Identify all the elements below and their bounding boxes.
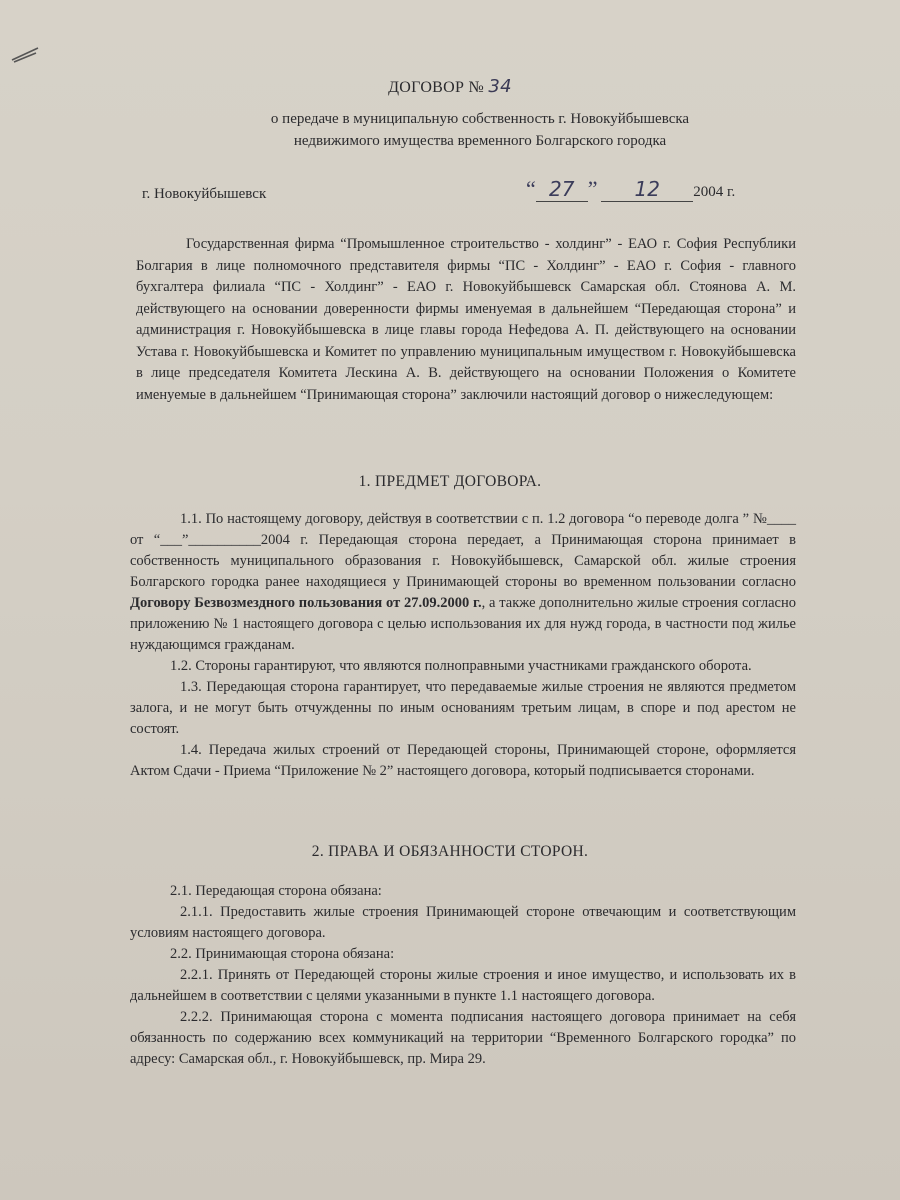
subtitle-line-1: о передаче в муниципальную собственность г. Новокуйбышевска	[270, 111, 690, 127]
clause-2-1: 2.1. Передающая сторона обязана:	[170, 883, 382, 899]
section-1-body	[130, 509, 796, 782]
section-2-heading: 2. ПРАВА И ОБЯЗАННОСТИ СТОРОН.	[311, 843, 589, 860]
date-year: 2004 г.	[693, 184, 736, 200]
clause-1-4: 1.4. Передача жилых строений от Передающей стороны, Принимающей стороне, оформляется Актом Сдачи - Приема “Приложение № 2” настоящего договора, который подписывается сторонами.	[130, 742, 796, 779]
clause-1-1-bold-ref: Договору Безвозмездного пользования от 27.09.2000 г.	[130, 595, 482, 611]
section-2-body	[130, 881, 796, 1070]
clause-1-1-text-end: , а также дополнительно жилые строения согласно приложению № 1 настоящего договора с целью использования их для нужд города, в частности под жилье нуждающимся гражданам.	[130, 595, 797, 653]
preamble-paragraph: Государственная фирма “Промышленное строительство - холдинг” - ЕАО г. София Республики Болгария в лице полномочного представителя фирмы “ПС - Холдинг” - ЕАО г. София - главного бухгалтера филиала “ПС - Холдинг” - ЕАО г. Новокуйбышевск Самарская обл. Стоянова А. М. действующего на основании доверенности фирмы именуемая в дальнейшем “Передающая сторона” и администрация г. Новокуйбышевска в лице главы города Нефедова А. П. действующего на основании Устава г. Новокуйбышевска и Комитет по управлению муниципальным имуществом г. Новокуйбышевска в лице председателя Комитета Лескина А. В. действующего на основании Положения о Комитете именуемые в дальнейшем “Принимающая сторона” заключили настоящий договор о нижеследующем:	[136, 236, 796, 403]
date-day: 27	[536, 177, 588, 202]
clause-1-1	[130, 509, 796, 656]
pen-mark	[10, 44, 40, 64]
contract-number: 34	[488, 76, 512, 97]
clause-2-2-2: 2.2.2. Принимающая сторона с момента подписания настоящего договора принимает на себя обязанность по содержанию всех коммуникаций на территории “Временного Болгарского городка” по адресу: Самарская обл., г. Новокуйбышевск, пр. Мира 29.	[130, 1009, 796, 1067]
contract-title	[0, 76, 900, 97]
contract-subtitle	[200, 108, 760, 152]
date-month: 12	[601, 177, 693, 202]
clause-1-1-text-start: 1.1. По настоящему договору, действуя в соответствии с п. 1.2 договора “о переводе долга ” №____ от “___”__________2004 г. Передающая сторона передает, а Принимающая сторона принимает в собственность муниципального образования г. Новокуйбышевск, Самарской обл. жилые строения Болгарского городка ранее находящиеся у Принимающей стороны во временном пользовании согласно	[130, 511, 796, 590]
contract-city: г. Новокуйбышевск	[142, 186, 267, 202]
clause-1-3: 1.3. Передающая сторона гарантирует, что передаваемые жилые строения не являются предметом залога, и не могут быть отчужденны по иным основаниям третьим лицам, в споре и под арестом не состоят.	[130, 679, 796, 737]
subtitle-line-2: недвижимого имущества временного Болгарского городка	[293, 133, 667, 149]
clause-2-1-1: 2.1.1. Предоставить жилые строения Принимающей стороне отвечающим и соответствующим условиям настоящего договора.	[130, 904, 796, 941]
contract-date: “ 27 ” 12 2004 г.	[526, 176, 736, 201]
contract-title-label: ДОГОВОР №	[388, 79, 485, 96]
clause-2-2-1: 2.2.1. Принять от Передающей стороны жилые строения и иное имущество, и использовать их в дальнейшем в соответствии с целями указанными в пункте 1.1 настоящего договора.	[130, 967, 796, 1004]
clause-2-2: 2.2. Принимающая сторона обязана:	[170, 946, 395, 962]
clause-1-2: 1.2. Стороны гарантируют, что являются полноправными участниками гражданского оборота.	[170, 658, 752, 674]
section-1-heading: 1. ПРЕДМЕТ ДОГОВОРА.	[358, 473, 542, 490]
